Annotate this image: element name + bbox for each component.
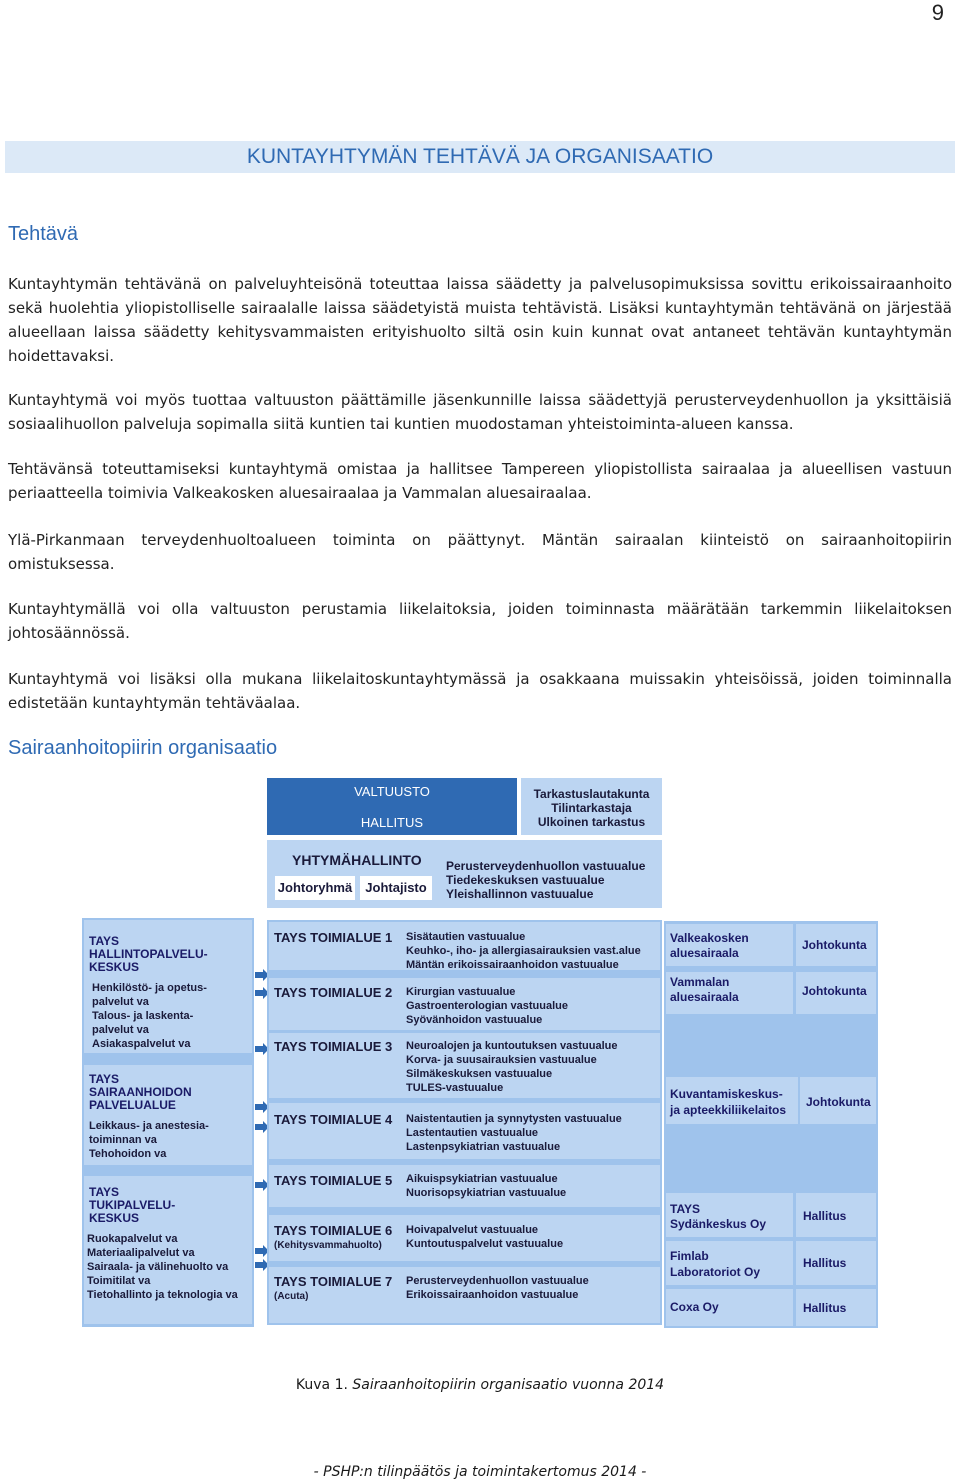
sairaanhoito-item-2: toiminnan va	[89, 1134, 157, 1146]
fimlab-name-1: Fimlab	[670, 1249, 709, 1263]
toimialue-4-unit: Lastentautien vastuualue	[406, 1127, 539, 1139]
kuvantamiskeskus-johtokunta-box	[800, 1077, 876, 1124]
yhtymahallinto-box	[267, 840, 662, 908]
hallintopalvelukeskus-box	[84, 920, 252, 1053]
page-banner	[5, 141, 955, 173]
fimlab-box	[666, 1241, 793, 1285]
tuki-item-1: Ruokapalvelut va	[87, 1233, 178, 1245]
toimialue-1-unit: Mäntän erikoissairaanhoidon vastuualue	[406, 959, 619, 971]
hallinto-item-5: Asiakaspalvelut va	[92, 1038, 191, 1050]
kuvantamiskeskus-name-2: ja apteekkiliikelaitos	[670, 1103, 787, 1117]
sairaanhoito-item-1: Leikkaus- ja anestesia-	[89, 1120, 209, 1132]
toimialue-1-name: TAYS TOIMIALUE 1	[274, 930, 393, 945]
johtoryhma-box	[275, 876, 355, 900]
coxa-hallitus-box	[796, 1289, 876, 1326]
vastuualue-2: Tiedekeskuksen vastuualue	[446, 873, 605, 887]
audit-line-2: Tilintarkastaja	[551, 801, 632, 815]
toimialue-2-box	[269, 978, 660, 1030]
kuvantamiskeskus-box	[666, 1077, 798, 1124]
toimialue-4-unit: Lastenpsykiatrian vastuualue	[406, 1141, 561, 1153]
sydankeskus-hallitus-box	[796, 1193, 876, 1237]
section-heading-tehtava: Tehtävä	[8, 223, 79, 245]
hallinto-title-1: TAYS	[89, 934, 120, 948]
paragraph-4: Ylä-Pirkanmaan terveydenhuoltoalueen toiminta on päättynyt. Mäntän sairaalan kiinteistö on sairaanhoitopiirin omistuksessa.	[8, 531, 952, 573]
johtajisto-box	[360, 876, 432, 900]
sairaanhoito-title-2: SAIRAANHOIDON	[89, 1085, 192, 1099]
toimialue-2-name: TAYS TOIMIALUE 2	[274, 985, 393, 1000]
audit-line-3: Ulkoinen tarkastus	[537, 815, 646, 829]
fimlab-name-2: Laboratoriot Oy	[670, 1265, 761, 1279]
toimialue-6-box	[269, 1215, 660, 1261]
toimialue-3-unit: Neuroalojen ja kuntoutuksen vastuualue	[406, 1040, 618, 1052]
section-heading-organisaatio: Sairaanhoitopiirin organisaatio	[8, 737, 278, 759]
fimlab-hallitus: Hallitus	[803, 1256, 847, 1270]
hallinto-item-4: palvelut va	[92, 1024, 149, 1036]
yhtymahallinto-label: YHTYMÄHALLINTO	[292, 852, 422, 868]
coxa-hallitus: Hallitus	[803, 1301, 847, 1315]
sairaanhoidon-palvelualue-box	[84, 1065, 252, 1165]
tuki-item-3: Sairaala- ja välinehuolto va	[87, 1261, 229, 1273]
tuki-title-2: TUKIPALVELU-	[89, 1198, 176, 1212]
paragraph-1: Kuntayhtymän tehtävänä on palveluyhteisönä toteuttaa laissa säädetty ja palvelusopimuksissa sovittu erikoissairaanhoito sekä huolehtia yliopistolliselle sairaalalle laissa säädetyistä muista tehtävistä. Lisäksi kuntayhtymän tehtävänä on järjestää alueellaan laissa säädetty kehitysvammaisten erityishuolto siltä osin kuin kunnat ovat antaneet tehtävän kuntayhtymän hoidettavaksi.	[8, 275, 952, 365]
sairaanhoito-title-1: TAYS	[89, 1072, 120, 1086]
vastuualue-3: Yleishallinnon vastuualue	[446, 887, 594, 901]
audit-box	[521, 778, 662, 835]
toimialue-5-name: TAYS TOIMIALUE 5	[274, 1173, 393, 1188]
toimialue-3-unit: Silmäkeskuksen vastuualue	[406, 1068, 553, 1080]
kuvantamiskeskus-johtokunta: Johtokunta	[806, 1095, 871, 1109]
valkeakoski-name-1: Valkeakosken	[670, 931, 749, 945]
johtajisto-label: Johtajisto	[365, 880, 427, 895]
org-chart	[0, 775, 960, 1335]
audit-line-1: Tarkastuslautakunta	[533, 787, 650, 801]
toimialue-7-sub: (Acuta)	[274, 1291, 309, 1302]
paragraph-3: Tehtävänsä toteuttamiseksi kuntayhtymä omistaa ja hallitsee Tampereen yliopistollista sairaalaa ja alueellisen vastuun periaatteella toimivia Valkeakosken aluesairaalaa ja Vammalan aluesairaalaa.	[8, 460, 952, 502]
council-board-box	[267, 778, 517, 835]
toimialue-5-box	[269, 1165, 660, 1207]
toimialue-6-unit: Hoivapalvelut vastuualue	[406, 1224, 539, 1236]
coxa-box	[666, 1289, 793, 1326]
hallinto-title-3: KESKUS	[89, 960, 140, 974]
valkeakoski-johtokunta: Johtokunta	[802, 938, 867, 952]
hallitus-label: HALLITUS	[360, 815, 424, 830]
toimialue-6-name: TAYS TOIMIALUE 6	[274, 1223, 393, 1238]
tuki-title-3: KESKUS	[89, 1211, 140, 1225]
valkeakoski-name-2: aluesairaala	[670, 946, 739, 960]
toimialue-7-box	[269, 1267, 660, 1323]
toimialue-1-box	[269, 922, 660, 970]
vammala-name-1: Vammalan	[670, 975, 730, 989]
page-number: 9	[931, 0, 944, 25]
hallinto-title-2: HALLINTOPALVELU-	[89, 947, 208, 961]
toimialue-3-name: TAYS TOIMIALUE 3	[274, 1039, 393, 1054]
fimlab-hallitus-box	[796, 1241, 876, 1285]
coxa-name: Coxa Oy	[670, 1300, 719, 1314]
hallinto-item-2: palvelut va	[92, 996, 149, 1008]
toimialue-1-unit: Sisätautien vastuualue	[406, 931, 526, 943]
paragraph-2: Kuntayhtymä voi myös tuottaa valtuuston päättämille jäsenkunnille laissa säädettyjä perusterveydenhuollon ja yksittäisiä sosiaalihuollon palveluja sopimalla siitä kuntien tai kuntien muodostaman yhteistoiminta-alueen kanssa.	[8, 391, 952, 433]
support-column	[82, 918, 254, 1327]
toimialue-2-unit: Syövänhoidon vastuualue	[406, 1014, 543, 1026]
toimialue-4-name: TAYS TOIMIALUE 4	[274, 1112, 393, 1127]
johtoryhma-label: Johtoryhmä	[277, 880, 353, 895]
valkeakoski-johtokunta-box	[796, 924, 876, 966]
toimialue-2-unit: Kirurgian vastuualue	[406, 986, 516, 998]
valkeakoski-box	[666, 924, 793, 966]
caption-text: Sairaanhoitopiirin organisaatio vuonna 2014	[352, 1377, 665, 1393]
hallinto-item-1: Henkilöstö- ja opetus-	[92, 982, 207, 994]
toimialue-5-unit: Nuorisopsykiatrian vastuualue	[406, 1187, 567, 1199]
valtuusto-label: VALTUUSTO	[354, 784, 430, 799]
paragraph-5: Kuntayhtymällä voi olla valtuuston perustamia liikelaitoksia, joiden toiminnasta määrätään tarkemmin liikelaitoksen johtosäännössä.	[8, 600, 952, 642]
sydankeskus-hallitus: Hallitus	[803, 1209, 847, 1223]
toimialue-7-unit: Erikoissairaanhoidon vastuualue	[406, 1289, 579, 1301]
sydankeskus-box	[666, 1193, 793, 1237]
toimialue-3-box	[269, 1033, 660, 1098]
toimialue-4-box	[269, 1103, 660, 1159]
vastuualue-1: Perusterveydenhuollon vastuualue	[446, 859, 646, 873]
kuvantamiskeskus-name-1: Kuvantamiskeskus-	[670, 1087, 783, 1101]
toimialue-7-unit: Perusterveydenhuollon vastuualue	[406, 1275, 589, 1287]
tuki-item-4: Toimitilat va	[87, 1275, 151, 1287]
page-footer: - PSHP:n tilinpäätös ja toimintakertomus 2014 -	[313, 1464, 647, 1480]
hallinto-item-3: Talous- ja laskenta-	[92, 1010, 194, 1022]
sairaanhoito-item-3: Tehohoidon va	[89, 1148, 167, 1160]
toimialue-7-name: TAYS TOIMIALUE 7	[274, 1274, 393, 1289]
paragraph-6: Kuntayhtymä voi lisäksi olla mukana liikelaitoskuntayhtymässä ja osakkaana muissakin yhteisöissä, joiden toiminnalla edistetään kuntayhtymän tehtäväalaa.	[8, 670, 952, 712]
tuki-item-2: Materiaalipalvelut va	[87, 1247, 195, 1259]
sydankeskus-name-2: Sydänkeskus Oy	[670, 1217, 767, 1231]
toimialue-3-unit: TULES-vastuualue	[406, 1082, 504, 1094]
toimialue-1-unit: Keuhko-, iho- ja allergiasairauksien vast.alue	[406, 945, 641, 957]
toimialue-3-unit: Korva- ja suusairauksien vastuualue	[406, 1054, 597, 1066]
tuki-item-5: Tietohallinto ja teknologia va	[87, 1289, 238, 1301]
toimialue-4-unit: Naistentautien ja synnytysten vastuualue	[406, 1113, 622, 1125]
toimialue-2-unit: Gastroenterologian vastuualue	[406, 1000, 568, 1012]
tukipalvelukeskus-box	[84, 1176, 252, 1324]
sairaanhoito-title-3: PALVELUALUE	[89, 1098, 176, 1112]
figure-caption	[0, 1377, 960, 1393]
vammala-name-2: aluesairaala	[670, 990, 739, 1004]
tuki-title-1: TAYS	[89, 1185, 120, 1199]
toimialue-6-unit: Kuntoutuspalvelut vastuualue	[406, 1238, 564, 1250]
caption-prefix: Kuva 1.	[295, 1377, 348, 1393]
vammala-johtokunta: Johtokunta	[802, 984, 867, 998]
toimialue-6-sub: (Kehitysvammahuolto)	[274, 1240, 382, 1251]
toimialue-5-unit: Aikuispsykiatrian vastuualue	[406, 1173, 558, 1185]
page-title: KUNTAYHTYMÄN TEHTÄVÄ JA ORGANISAATIO	[246, 145, 714, 168]
sydankeskus-name-1: TAYS	[670, 1202, 701, 1216]
vammala-johtokunta-box	[796, 972, 876, 1014]
vammala-box	[666, 972, 793, 1014]
